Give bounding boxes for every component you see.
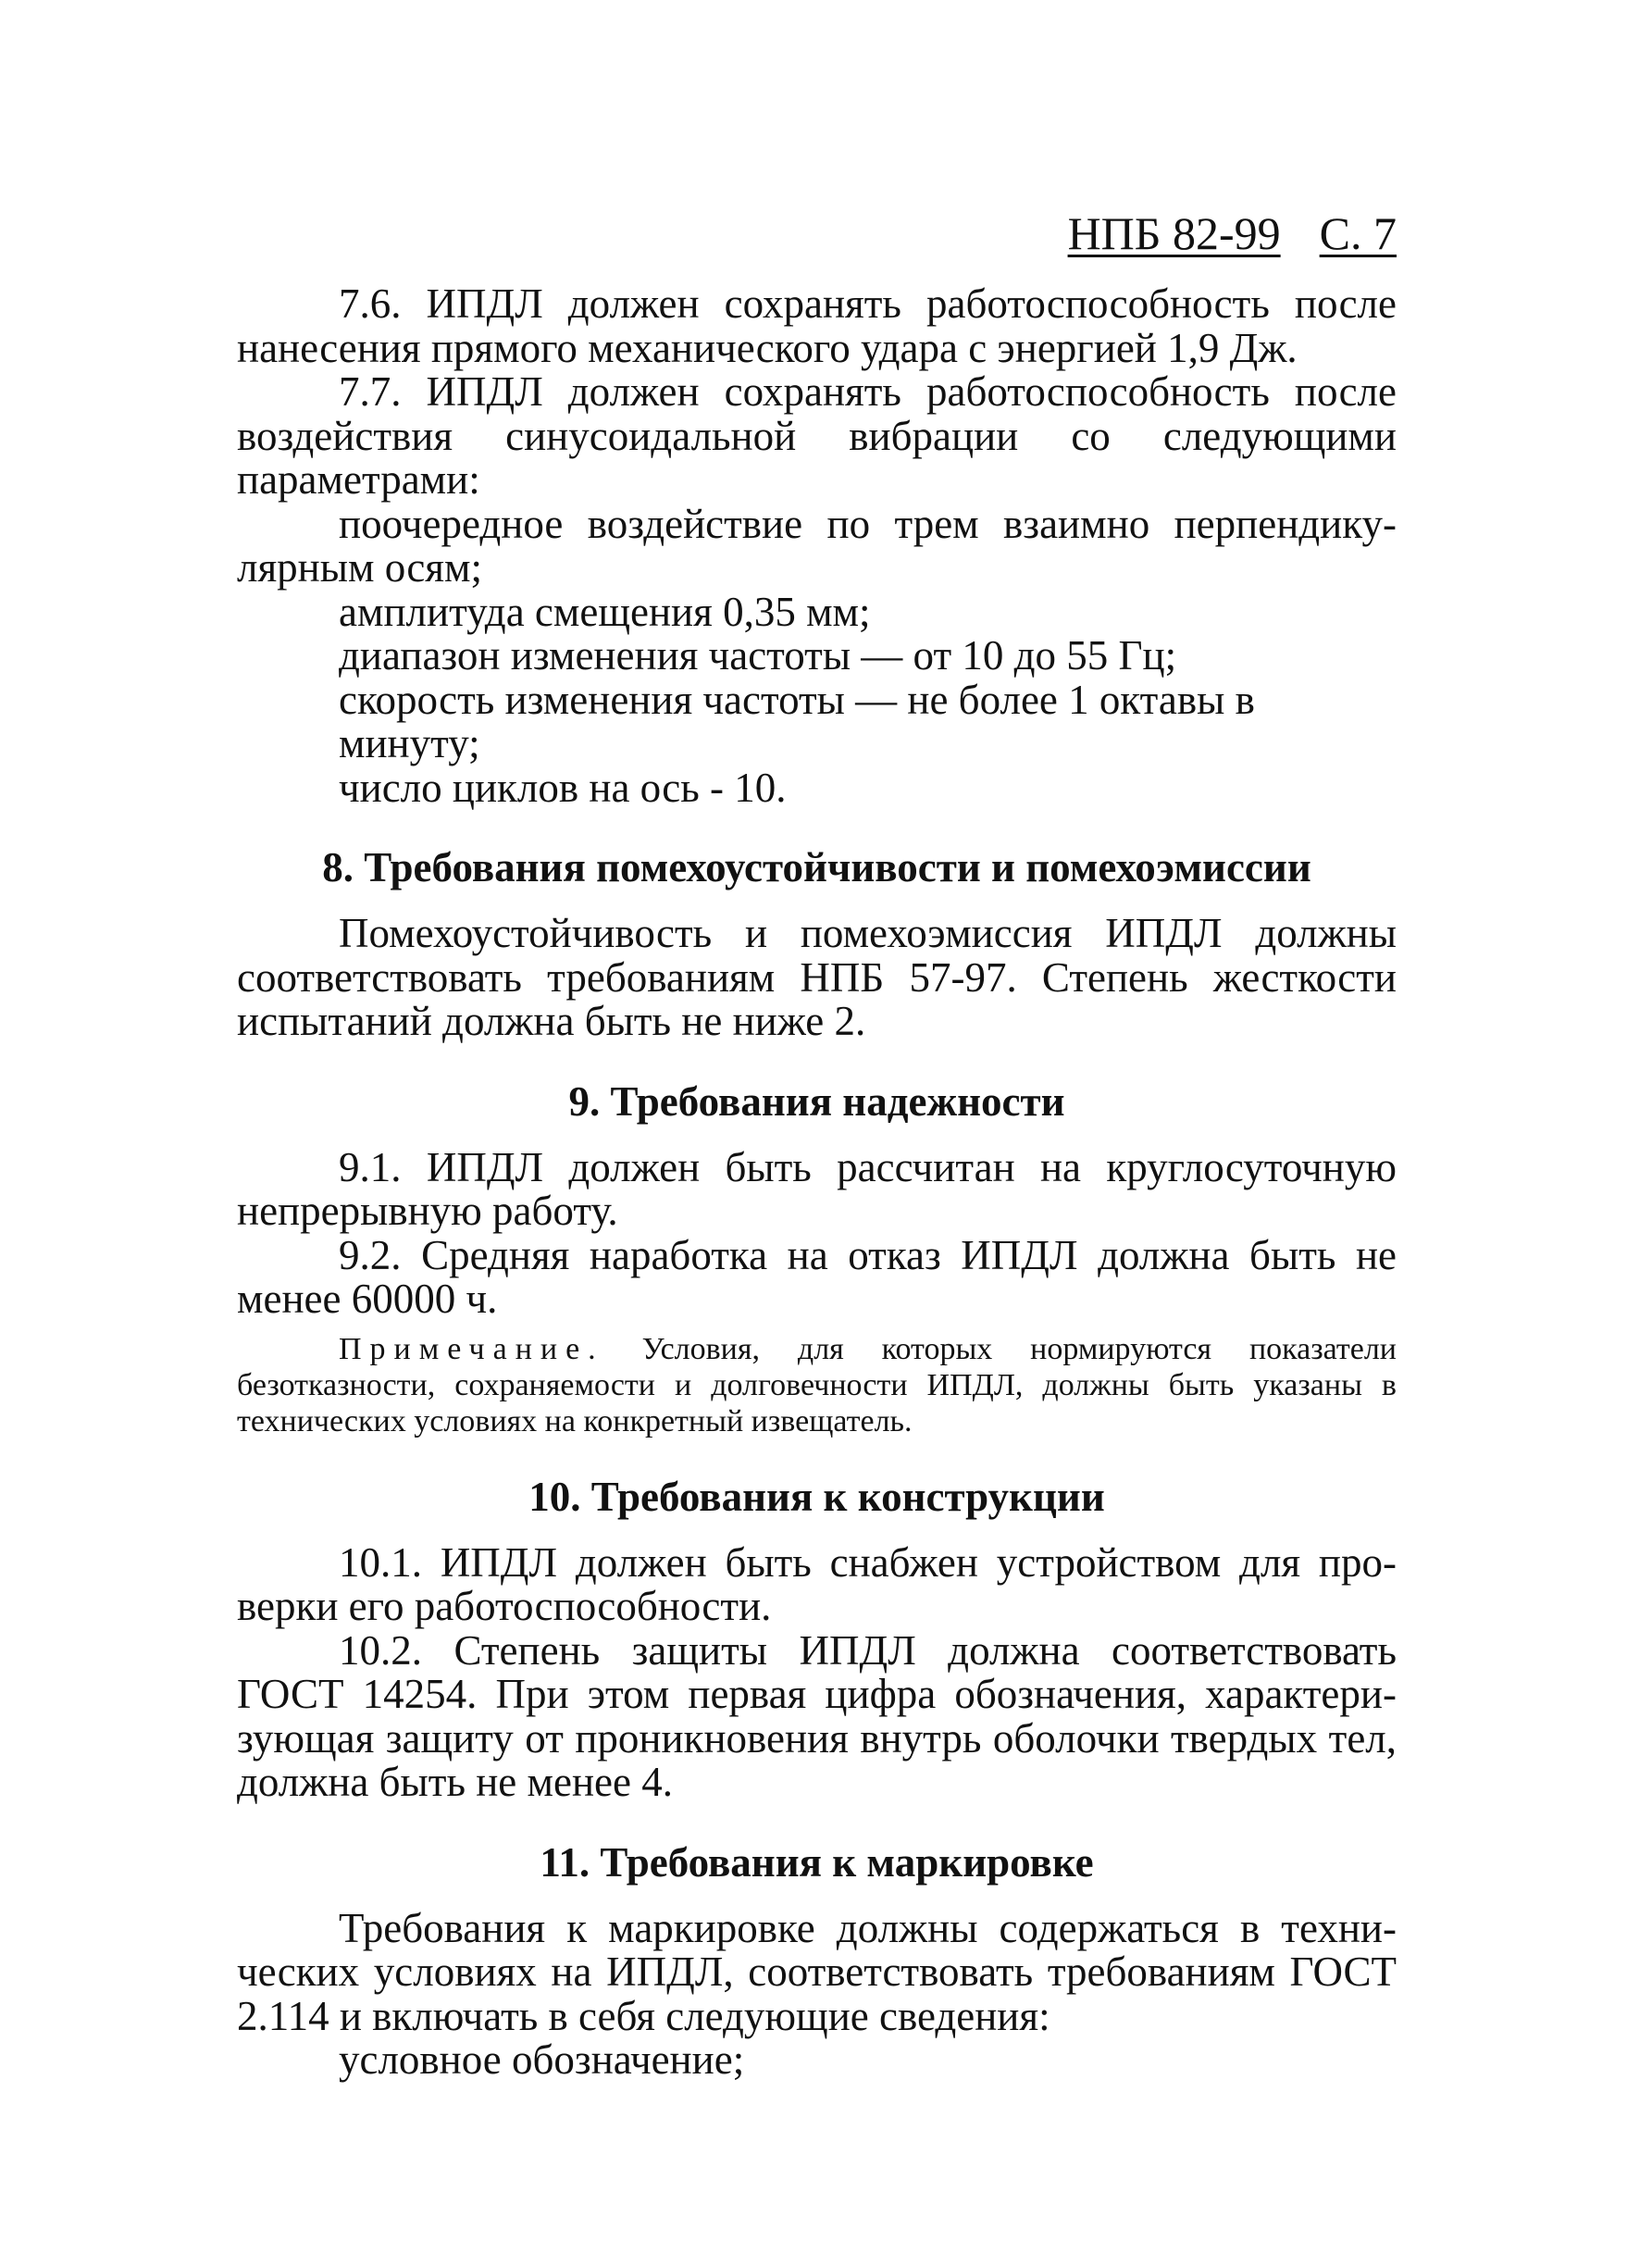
frequency-rate-item: скорость изменения частоты — не более 1 октавы в минуту; — [339, 676, 1255, 766]
page-header — [1068, 205, 1397, 261]
spacer — [237, 1044, 1397, 1077]
spacer — [237, 1805, 1397, 1838]
spacer — [237, 1126, 1397, 1146]
reliability-note — [237, 1331, 1397, 1439]
page-number: С. 7 — [1319, 207, 1397, 259]
paragraph-7-6: 7.6. ИПДЛ должен сохранять работоспособность после нанесения прямого механического удара с энергией 1,9 Дж. — [237, 280, 1397, 371]
document-code: НПБ 82-99 — [1067, 207, 1281, 259]
paragraph-10-1: 10.1. ИПДЛ должен быть снабжен устройством для проверки его работоспособности. — [237, 1538, 1397, 1629]
marking-item-designation: условное обозначение; — [339, 2036, 745, 2083]
note-text: Условия, для которых нормируются показатели безотказности, сохраняемости и долговечности ИПДЛ, должны быть указаны в технических условиях на конкретный извещатель. — [237, 1331, 1397, 1438]
section-10-heading: 10. Требования к конструкции — [528, 1473, 1105, 1520]
cycles-item: число циклов на ось - 10. — [339, 764, 787, 811]
section-9-heading: 9. Требования надежности — [568, 1077, 1065, 1125]
section-11-heading: 11. Требования к маркировке — [540, 1838, 1094, 1886]
paragraph-9-2: 9.2. Средняя наработка на отказ ИПДЛ должна быть не менее 60000 ч. — [237, 1231, 1397, 1322]
vibration-axes-item: поочередное воздействие по трем взаимно перпендикулярным осям; — [237, 500, 1397, 591]
note-label: Примечание. — [339, 1331, 604, 1366]
spacer — [237, 810, 1397, 843]
vibration-amplitude-item: амплитуда смещения 0,35 мм; — [339, 588, 871, 635]
section-8-text: Помехоустойчивость и помехоэмиссия ИПДЛ должны соответствовать требованиям НПБ 57-97. Степень жесткости испытаний должна быть не ниже 2. — [237, 910, 1397, 1044]
section-8-heading: 8. Требования помехоустойчивости и помехоэмиссии — [322, 844, 1311, 890]
frequency-range-item: диапазон изменения частоты — от 10 до 55 Гц; — [339, 632, 1177, 679]
document-body — [237, 282, 1397, 2083]
paragraph-9-1: 9.1. ИПДЛ должен быть рассчитан на круглосуточную непрерывную работу. — [237, 1143, 1397, 1234]
section-11-text: Требования к маркировке должны содержаться в технических условиях на ИПДЛ, соответствовать требованиям ГОСТ 2.114 и включать в себя следующие сведения: — [237, 1904, 1397, 2039]
spacer — [237, 1439, 1397, 1473]
spacer — [237, 891, 1397, 912]
paragraph-10-2: 10.2. Степень защиты ИПДЛ должна соответствовать ГОСТ 14254. При этом первая цифра обозначения, характеризующая защиту от проникновения внутрь оболочки твердых тел, должна быть не менее 4. — [237, 1626, 1397, 1805]
spacer — [237, 1521, 1397, 1541]
paragraph-7-7: 7.7. ИПДЛ должен сохранять работоспособность после воздействия синусоидальной вибрации со следующими параметрами: — [237, 368, 1397, 503]
spacer — [237, 1886, 1397, 1907]
